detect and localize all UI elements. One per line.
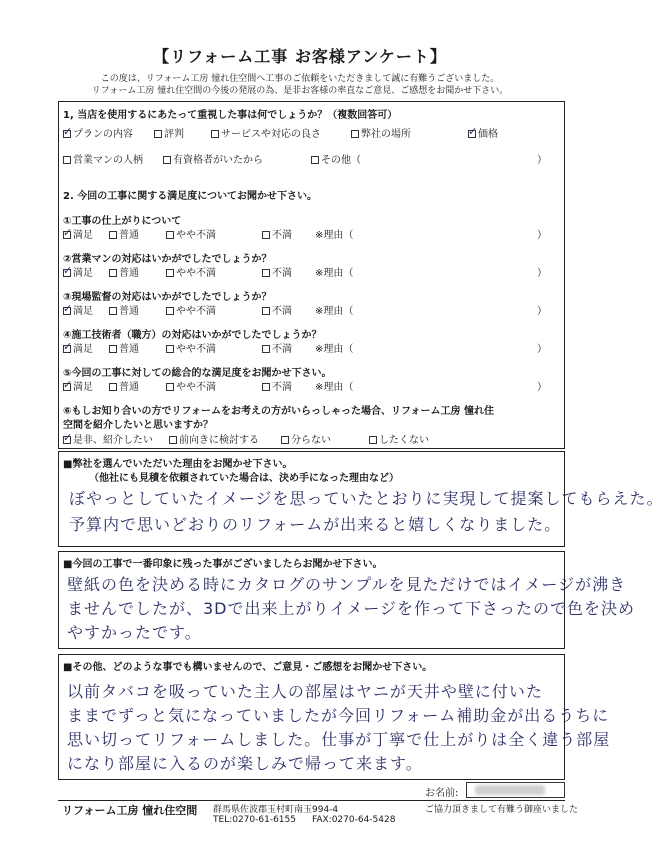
checkbox[interactable]: [468, 130, 476, 138]
name-label: お名前:: [425, 788, 459, 799]
checkbox[interactable]: [154, 130, 162, 138]
q2-rating-option[interactable]: 普通: [109, 226, 139, 241]
checkbox[interactable]: [311, 156, 319, 164]
comments-question: ■その他、どのような事でも構いませんので、ご意見・ご感想をお聞かせ下さい。: [63, 662, 433, 673]
checkbox[interactable]: [109, 345, 117, 353]
checkbox[interactable]: [109, 307, 117, 315]
checkbox[interactable]: [63, 307, 71, 315]
q6-option-consider[interactable]: 前向きに検討する: [169, 431, 259, 446]
checkbox[interactable]: [262, 231, 270, 239]
checkbox[interactable]: [109, 383, 117, 391]
q2-reason-close: ）: [537, 268, 547, 279]
intro-line-2: リフォーム工房 憧れ住空間の今後の発展の為、是非お客様の率直なご意見、ご感想をお聞かせ下さい。: [91, 86, 509, 96]
company-name: リフォーム工房 憧れ住空間: [62, 804, 198, 817]
q2-reason-label: ※理由（: [315, 268, 354, 279]
impression-answer-line-3: やすかったです。: [67, 623, 202, 642]
q2-rating-option[interactable]: 不満: [262, 226, 292, 241]
q1-option-service[interactable]: サービスや対応の良さ: [211, 125, 321, 140]
checkbox[interactable]: [63, 383, 71, 391]
q2-rating-option[interactable]: ✓満足: [63, 264, 93, 279]
company-address: 群馬県佐波郡玉村町南玉994-4: [213, 805, 339, 815]
checkbox[interactable]: [166, 345, 174, 353]
checkbox[interactable]: [163, 156, 171, 164]
checkbox[interactable]: [63, 436, 71, 444]
comments-answer-line-4: になり部屋に入るのが楽しみで帰って来ます。: [67, 754, 423, 773]
q2-item-question: ①工事の仕上がりについて: [63, 216, 182, 227]
q2-rating-option[interactable]: 普通: [109, 340, 139, 355]
satisfaction-section: [58, 101, 565, 449]
impression-section: [58, 551, 636, 649]
comments-answer-line-3: 思い切ってリフォームしました。仕事が丁寧で仕上がりは全く違う部屋: [67, 730, 611, 749]
checkbox[interactable]: [63, 269, 71, 277]
q6-question-line-1: ⑥もしお知り合いの方でリフォームをお考えの方がいらっしゃった場合、リフォーム工房 憧れ住: [63, 406, 494, 417]
page-title: 【リフォーム工事 お客様アンケート】: [153, 47, 447, 66]
q1-option-location[interactable]: 弊社の場所: [351, 125, 411, 140]
q2-reason-label: ※理由（: [315, 230, 354, 241]
checkbox[interactable]: [166, 383, 174, 391]
q2-rating-option[interactable]: 普通: [109, 302, 139, 317]
reason-answer-line-1: ぼやっとしていたイメージを思っていたとおりに実現して提案してもらえた。: [69, 489, 664, 508]
checkbox[interactable]: [281, 436, 289, 444]
q2-reason-label: ※理由（: [315, 344, 354, 355]
q2-rating-option[interactable]: 不満: [262, 302, 292, 317]
impression-answer-line-2: ませんでしたが、3Dで出来上がりイメージを作って下さったので色を決め: [67, 599, 636, 618]
q2-item-question: ②営業マンの対応はいかがでしたでしょうか？: [63, 254, 272, 265]
q6-option-unsure[interactable]: 分らない: [281, 431, 331, 446]
checkbox[interactable]: [262, 269, 270, 277]
q2-reason-label: ※理由（: [315, 306, 354, 317]
checkbox[interactable]: [262, 307, 270, 315]
q1-option-qualified[interactable]: 有資格者がいたから: [163, 151, 263, 166]
impression-answer-line-1: 壁紙の色を決める時にカタログのサンプルを見ただけではイメージが沸き: [67, 575, 627, 594]
checkbox[interactable]: [369, 436, 377, 444]
checkbox[interactable]: [166, 231, 174, 239]
checkbox[interactable]: [63, 130, 71, 138]
comments-section: [58, 654, 611, 780]
q2-rating-option[interactable]: ✓満足: [63, 302, 93, 317]
thanks-text: ご協力頂きまして有難う御座いました: [425, 805, 579, 815]
q6-question-line-2: 空間を紹介したいと思いますか？: [63, 420, 213, 431]
checkbox[interactable]: [351, 130, 359, 138]
q2-question: 2. 今回の工事に関する満足度についてお聞かせ下さい。: [63, 191, 318, 202]
checkbox[interactable]: [109, 231, 117, 239]
redacted-name: [475, 785, 545, 795]
q6-option-recommend[interactable]: ✓是非、紹介したい: [63, 431, 153, 446]
q1-option-sales-personality[interactable]: 営業マンの人柄: [63, 151, 143, 166]
impression-question: ■今回の工事で一番印象に残った事がございましたらお聞かせ下さい。: [63, 559, 383, 570]
q1-option-reputation[interactable]: 評判: [154, 125, 184, 140]
reason-section: [58, 451, 664, 547]
q2-rating-option[interactable]: 不満: [262, 378, 292, 393]
q2-reason-close: ）: [537, 382, 547, 393]
q2-rating-option[interactable]: 普通: [109, 378, 139, 393]
comments-answer-line-2: ままでずっと気になっていましたが今回リフォーム補助金が出るうちに: [67, 706, 610, 725]
reason-question-note: （他社にも見積を依頼されていた場合は、決め手になった理由など）: [89, 473, 399, 484]
q2-item-question: ④施工技術者（職方）の対応はいかがでしたでしょうか？: [63, 330, 322, 341]
q2-reason-label: ※理由（: [315, 382, 354, 393]
checkbox[interactable]: [63, 345, 71, 353]
footer-divider: [58, 800, 565, 801]
q2-rating-option[interactable]: 不満: [262, 340, 292, 355]
q1-option-plan[interactable]: ✓プランの内容: [63, 125, 133, 140]
comments-answer-line-1: 以前タバコを吸っていた主人の部屋はヤニが天井や壁に付いた: [67, 682, 543, 701]
q2-rating-option[interactable]: やや不満: [166, 264, 216, 279]
intro-text: [0, 73, 600, 97]
company-tel: TEL:0270-61-6155: [213, 815, 296, 825]
q2-rating-option[interactable]: やや不満: [166, 302, 216, 317]
checkbox[interactable]: [63, 156, 71, 164]
q2-item-question: ③現場監督の対応はいかがでしたでしょうか？: [63, 292, 272, 303]
q2-reason-close: ）: [537, 306, 547, 317]
company-fax: FAX:0270-64-5428: [312, 815, 396, 825]
q2-reason-close: ）: [537, 230, 547, 241]
q2-rating-option[interactable]: やや不満: [166, 378, 216, 393]
q1-other-close: ）: [537, 155, 547, 166]
q6-option-no[interactable]: したくない: [369, 431, 429, 446]
reason-question: ■弊社を選んでいただいた理由をお聞かせ下さい。: [63, 459, 293, 470]
checkbox[interactable]: [109, 269, 117, 277]
q2-item-question: ⑤今回の工事に対しての総合的な満足度をお聞かせ下さい。: [63, 368, 332, 379]
checkbox[interactable]: [211, 130, 219, 138]
q1-question: 1, 当店を使用するにあたって重視した事は何でしょうか？（複数回答可）: [63, 110, 398, 121]
q1-option-price[interactable]: ✓ 価格: [468, 125, 498, 140]
reason-answer-line-2: 予算内で思いどおりのリフォームが出来ると嬉しくなりました。: [69, 515, 562, 534]
q2-rating-option[interactable]: ✓満足: [63, 226, 93, 241]
intro-line-1: この度は、リフォーム工房 憧れ住空間へ工事のご依頼をいただきまして誠に有難うございました。: [100, 74, 500, 84]
q1-option-other[interactable]: その他（: [311, 151, 361, 166]
q2-rating-option[interactable]: やや不満: [166, 226, 216, 241]
checkbox[interactable]: [166, 269, 174, 277]
checkbox[interactable]: [262, 383, 270, 391]
checkbox[interactable]: [166, 307, 174, 315]
q2-rating-option[interactable]: ✓満足: [63, 378, 93, 393]
q2-rating-option[interactable]: 不満: [262, 264, 292, 279]
q2-reason-close: ）: [537, 344, 547, 355]
q2-rating-option[interactable]: やや不満: [166, 340, 216, 355]
q2-rating-option[interactable]: ✓満足: [63, 340, 93, 355]
checkbox[interactable]: [169, 436, 177, 444]
q2-rating-option[interactable]: 普通: [109, 264, 139, 279]
checkbox[interactable]: [262, 345, 270, 353]
checkbox[interactable]: [63, 231, 71, 239]
